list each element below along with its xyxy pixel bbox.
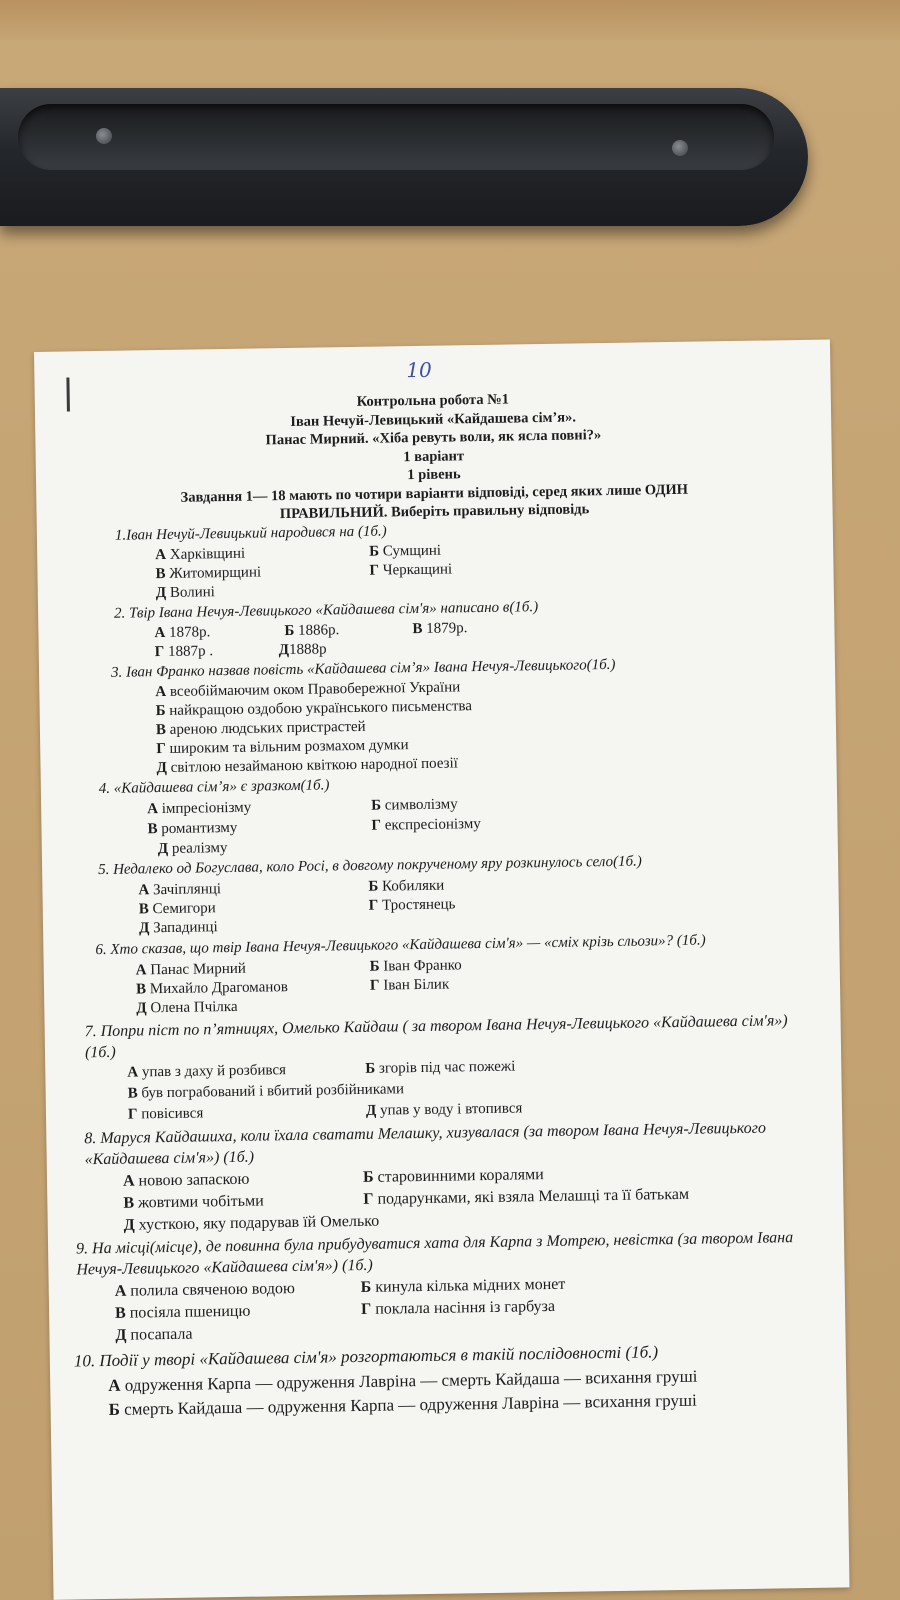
- option: Б символізму: [371, 796, 458, 814]
- option: Г експресіонізму: [371, 816, 481, 834]
- option: Б Сумщині: [369, 542, 442, 560]
- test-sheet: [34, 339, 850, 1599]
- desk-edge: [0, 0, 900, 40]
- pen-tray: [0, 88, 808, 226]
- option: Г Іван Білик: [369, 976, 450, 994]
- option: Г широким та вільним розмахом думки: [156, 737, 409, 758]
- option: А полила свяченою водою: [114, 1280, 295, 1300]
- option: В жовтими чобітьми: [123, 1192, 264, 1212]
- question-6: 6. Хто сказав, що твір Івана Нечуя-Левицького «Кайдашева сім'я» — «сміх крізь сльози»? (1б.): [95, 932, 706, 959]
- option: В Михайло Драгоманов: [135, 979, 289, 998]
- option: Д реалізму: [157, 840, 228, 858]
- option: А упав з даху й розбився: [127, 1062, 287, 1081]
- option: Д посапала: [115, 1325, 193, 1344]
- screw-icon: [672, 140, 688, 156]
- screw-icon: [96, 128, 112, 144]
- option: Б Кобиляки: [368, 877, 445, 895]
- option: А Харківщині: [155, 545, 246, 564]
- test-subtitle-2: Панас Мирний. «Хіба ревуть воли, як ясла повні?»: [265, 427, 602, 449]
- option: Б згорів під час пожежі: [365, 1058, 516, 1077]
- option: Д упав у воду і втопився: [365, 1100, 523, 1119]
- option: Б кинула кілька мідних монет: [360, 1275, 566, 1296]
- option: А імпресіонізму: [147, 799, 252, 818]
- instructions-line-2: ПРАВИЛЬНИЙ. Виберіть правильну відповідь: [279, 501, 590, 523]
- option: Д хусткою, яку подарував їй Омелько: [123, 1212, 380, 1234]
- option: А Панас Мирний: [135, 960, 246, 979]
- option: Г Черкащині: [369, 561, 453, 579]
- variant-label: 1 варіант: [403, 447, 465, 465]
- option: В 1879р.: [412, 620, 468, 638]
- option: А 1878р.: [154, 624, 211, 642]
- question-1: 1.Іван Нечуй-Левицький народився на (1б.): [114, 523, 387, 544]
- question-2: 2. Твір Івана Нечуя-Левицького «Кайдашева сім'я» написано в(1б.): [113, 599, 539, 622]
- pen-tray-groove: [18, 104, 774, 170]
- question-7: 7. Попри піст по п’ятницях, Омелько Кайдаш ( за твором Івана Нечуя-Левицького «Кайдашева сім'я») (1б.): [84, 1012, 788, 1062]
- question-3: 3. Іван Франко назвав повість «Кайдашева сім’я» Івана Нечуя-Левицького(1б.): [110, 656, 616, 681]
- option: В був пограбований і вбитий розбійниками: [127, 1081, 405, 1102]
- option: Д Западинці: [138, 919, 218, 937]
- instructions-line-1: Завдання 1— 18 мають по чотири варіанти відповіді, серед яких лише ОДИН: [180, 481, 689, 506]
- option: Б старовинними коралями: [362, 1166, 544, 1186]
- option: Д1888р: [278, 641, 327, 659]
- question-4: 4. «Кайдашева сім’я» є зразком(1б.): [98, 777, 330, 798]
- option: А новою запаскою: [122, 1170, 250, 1190]
- option: В посіяла пшеницю: [114, 1302, 251, 1322]
- option: В ареною людських пристрастей: [155, 718, 366, 739]
- option: А всеобіймаючим оком Правобережної України: [155, 679, 461, 701]
- option: Г повісився: [127, 1105, 204, 1123]
- option: В Семигори: [138, 900, 216, 918]
- option: Г подарунками, які взяла Мелашці та її батькам: [363, 1185, 690, 1208]
- option: В романтизму: [147, 819, 238, 838]
- option: Г поклала насіння із гарбуза: [360, 1297, 556, 1318]
- question-5: 5. Недалеко од Богуслава, коло Росі, в довгому покрученому яру розкинулось село(1б.): [98, 853, 642, 879]
- option: Г 1887р .: [154, 643, 214, 661]
- option: Б найкращою оздобою українського письменства: [155, 698, 473, 720]
- level-label: 1 рівень: [407, 466, 461, 484]
- option: Б смерть Кайдаша — одруження Карпа — одруження Лавріна — всихання груші: [108, 1390, 697, 1419]
- test-subtitle-1: Іван Нечуй-Левицький «Кайдашева сім’я».: [290, 408, 577, 430]
- option: Д Олена Пчілка: [136, 998, 238, 1017]
- option: Г Тростянець: [368, 896, 456, 914]
- test-title: Контрольна робота №1: [356, 391, 510, 410]
- question-9: 9. На місці(місце), де повинна була прибудуватися хата для Карпа з Мотрею, невістка (за твором Івана Нечуя-Левицького «Кайдашева сім'я») (1б.): [75, 1229, 794, 1279]
- option: Б 1886р.: [284, 622, 340, 640]
- option: Б Іван Франко: [369, 957, 462, 975]
- grade-mark: 10: [406, 357, 432, 383]
- option: В Житомирщині: [155, 564, 262, 583]
- option: А Зачіплянці: [138, 881, 222, 899]
- option: А одруження Карпа — одруження Лавріна — смерть Кайдаша — всихання груші: [108, 1366, 698, 1395]
- question-10: 10. Події у творі «Кайдашева сім'я» розгортаються в такій послідовності (1б.): [73, 1342, 659, 1371]
- option: Д Волині: [155, 584, 216, 602]
- test-header: [35, 385, 833, 527]
- question-8: 8. Маруся Кайдашиха, коли їхала сватати Мелашку, хизувалася (за твором Івана Нечуя-Левицького «Кайдашева сім'я») (1б.): [84, 1119, 767, 1169]
- option: Д світлою незайманою квіткою народної поезії: [156, 755, 458, 777]
